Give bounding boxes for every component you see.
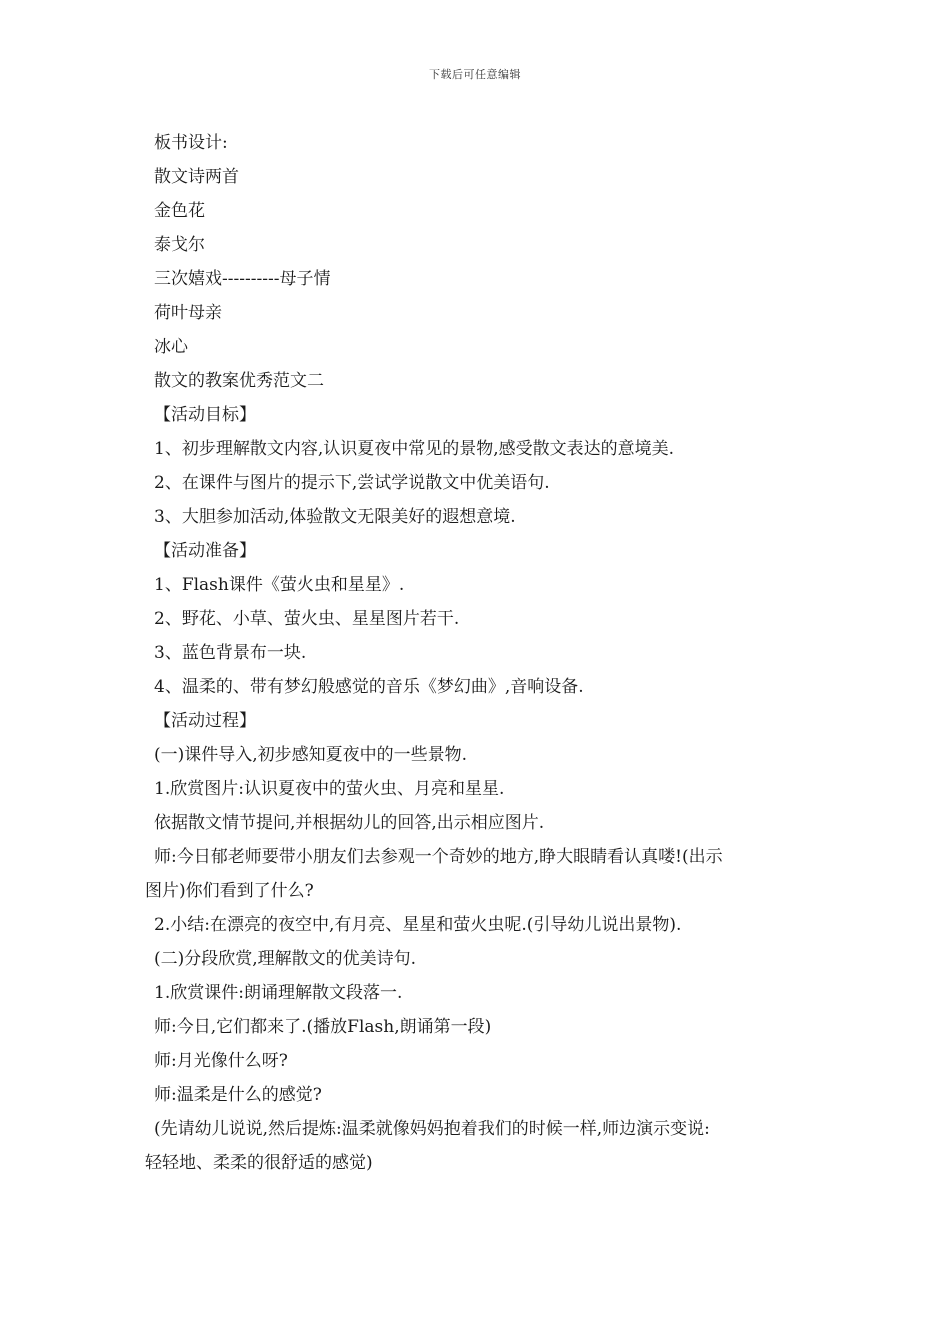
text-line: 三次嬉戏----------母子情: [154, 269, 331, 289]
text-line: 2.小结:在漂亮的夜空中,有月亮、星星和萤火虫呢.(引导幼儿说出景物).: [154, 915, 682, 935]
text-line: 1、Flash课件《萤火虫和星星》.: [154, 575, 405, 595]
text-line: 1.欣赏图片:认识夏夜中的萤火虫、月亮和星星.: [154, 779, 505, 799]
text-line: 荷叶母亲: [154, 303, 222, 323]
section-heading: 【活动准备】: [154, 541, 256, 561]
text-line: 师:今日郁老师要带小朋友们去参观一个奇妙的地方,睁大眼睛看认真喽!(出示: [154, 847, 723, 867]
section-heading: 【活动目标】: [154, 405, 256, 425]
text-line: (一)课件导入,初步感知夏夜中的一些景物.: [154, 745, 468, 765]
text-line: 2、野花、小草、萤火虫、星星图片若干.: [154, 609, 460, 629]
text-line: 师:月光像什么呀?: [154, 1051, 288, 1071]
text-line: 3、大胆参加活动,体验散文无限美好的遐想意境.: [154, 507, 516, 527]
document-body: [145, 126, 825, 1180]
text-line: 4、温柔的、带有梦幻般感觉的音乐《梦幻曲》,音响设备.: [154, 677, 584, 697]
section-title: 散文的教案优秀范文二: [154, 371, 324, 391]
text-line: 金色花: [154, 201, 205, 221]
text-line: 依据散文情节提问,并根据幼儿的回答,出示相应图片.: [154, 813, 545, 833]
text-line: 冰心: [154, 337, 188, 357]
text-line: 泰戈尔: [154, 235, 205, 255]
text-line-continuation: 图片)你们看到了什么?: [145, 881, 314, 901]
page-header: 下载后可任意编辑: [429, 68, 521, 81]
text-line: 2、在课件与图片的提示下,尝试学说散文中优美语句.: [154, 473, 550, 493]
text-line: (二)分段欣赏,理解散文的优美诗句.: [154, 949, 417, 969]
text-line: 师:今日,它们都来了.(播放Flash,朗诵第一段): [154, 1017, 492, 1037]
text-line-continuation: 轻轻地、柔柔的很舒适的感觉): [145, 1153, 373, 1173]
text-line: (先请幼儿说说,然后提炼:温柔就像妈妈抱着我们的时候一样,师边演示变说:: [154, 1119, 710, 1139]
text-line: 师:温柔是什么的感觉?: [154, 1085, 322, 1105]
text-line: 板书设计:: [154, 133, 228, 153]
text-line: 3、蓝色背景布一块.: [154, 643, 307, 663]
section-heading: 【活动过程】: [154, 711, 256, 731]
text-line: 1.欣赏课件:朗诵理解散文段落一.: [154, 983, 403, 1003]
text-line: 1、初步理解散文内容,认识夏夜中常见的景物,感受散文表达的意境美.: [154, 439, 675, 459]
text-line: 散文诗两首: [154, 167, 239, 187]
